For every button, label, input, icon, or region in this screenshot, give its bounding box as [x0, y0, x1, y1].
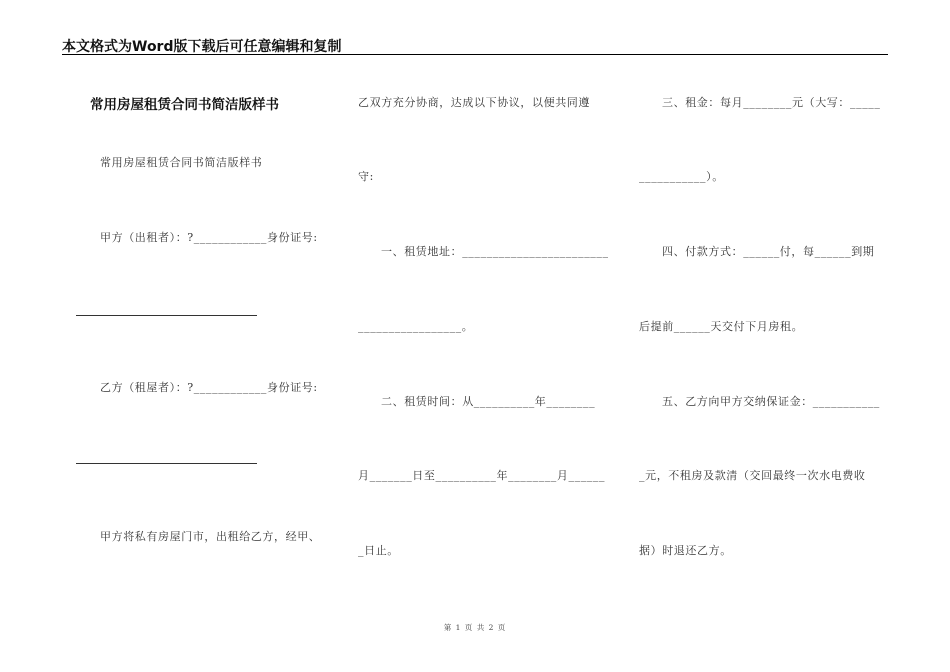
col2-intro-end: 守: — [358, 170, 374, 183]
col3-payment-method-cont: 后提前______天交付下月房租。 — [639, 320, 804, 333]
document-title: 常用房屋租赁合同书简洁版样书 — [90, 97, 279, 113]
col1-intro: 甲方将私有房屋门市，出租给乙方，经甲、 — [100, 530, 321, 543]
col3-deposit: 五、乙方向甲方交纳保证金：___________ — [662, 395, 880, 408]
col1-party-a: 甲方（出租者）：?____________身份证号: — [100, 231, 318, 244]
col2-intro-cont: 乙双方充分协商，达成以下协议，以便共同遵 — [358, 96, 590, 109]
header-divider — [62, 54, 888, 55]
col2-rental-address-cont: _________________。 — [358, 320, 474, 333]
col1-blank-line-2 — [76, 463, 257, 464]
col3-deposit-cont: _元，不租房及款清（交回最终一次水电费收 — [639, 469, 866, 482]
page-number: 第 1 页 共 2 页 — [443, 623, 507, 632]
col3-payment-method: 四、付款方式：______付，每______到期 — [662, 245, 875, 258]
col3-rent-cont: ___________）。 — [639, 170, 724, 183]
col2-rental-period-cont: 月_______日至__________年________月______ — [358, 469, 606, 482]
col2-rental-address: 一、租赁地址：________________________ — [381, 245, 609, 258]
col3-deposit-end: 据）时退还乙方。 — [639, 544, 732, 557]
col3-rent: 三、租金：每月________元（大写：_____ — [662, 96, 881, 109]
col2-rental-period-end: _日止。 — [358, 544, 399, 557]
col2-rental-period: 二、租赁时间：从__________年________ — [381, 395, 596, 408]
col1-party-b: 乙方（租屋者）：?____________身份证号: — [100, 381, 318, 394]
header-title: 本文格式为Word版下载后可任意编辑和复制 — [62, 39, 342, 55]
col1-subtitle: 常用房屋租赁合同书简洁版样书 — [100, 156, 263, 169]
col1-blank-line-1 — [76, 315, 257, 316]
